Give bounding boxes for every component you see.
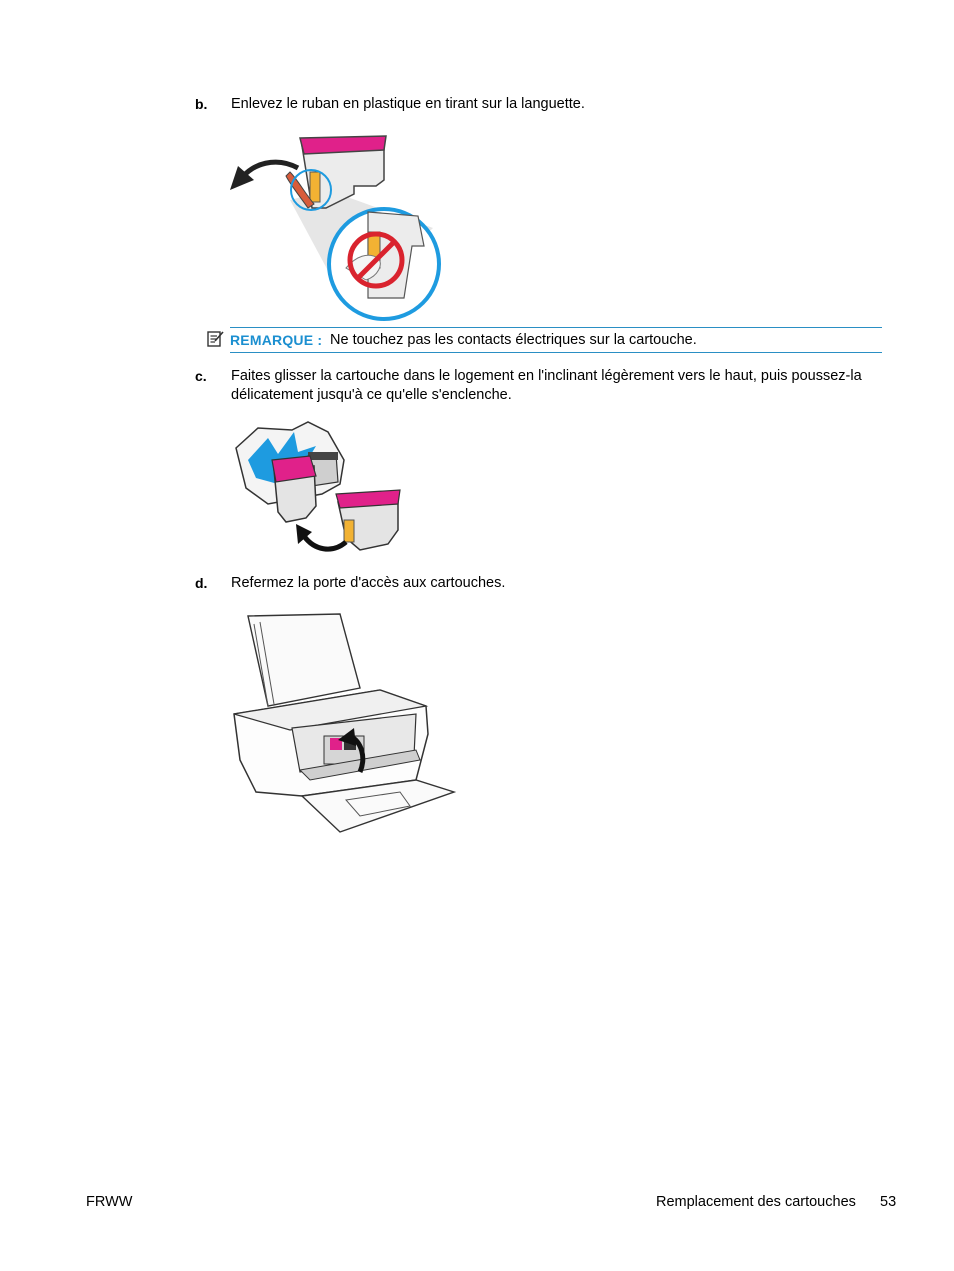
footer-section: Remplacement des cartouches — [656, 1194, 856, 1210]
remove-tape-illustration — [228, 128, 448, 324]
step-b-letter: b. — [195, 96, 208, 112]
printer-illustration — [230, 610, 460, 838]
page-number: 53 — [880, 1194, 897, 1210]
insert-cartridge-illustration — [228, 420, 408, 560]
step-c-letter: c. — [195, 368, 207, 384]
step-b-text: Enlevez le ruban en plastique en tirant sur la languette. — [231, 96, 585, 112]
step-d-text: Refermez la porte d'accès aux cartouches. — [231, 575, 506, 591]
note-bar — [230, 327, 882, 353]
step-d-letter: d. — [195, 575, 208, 591]
note-text: Ne touchez pas les contacts électriques sur la cartouche. — [330, 332, 697, 348]
step-c-line1: Faites glisser la cartouche dans le logement en l'inclinant légèrement vers le haut, puis poussez-la — [231, 368, 862, 384]
footer-left: FRWW — [86, 1194, 133, 1210]
step-c-line2: délicatement jusqu'à ce qu'elle s'enclenche. — [231, 387, 512, 403]
note-icon — [206, 330, 224, 348]
note-label: REMARQUE : — [230, 332, 323, 348]
